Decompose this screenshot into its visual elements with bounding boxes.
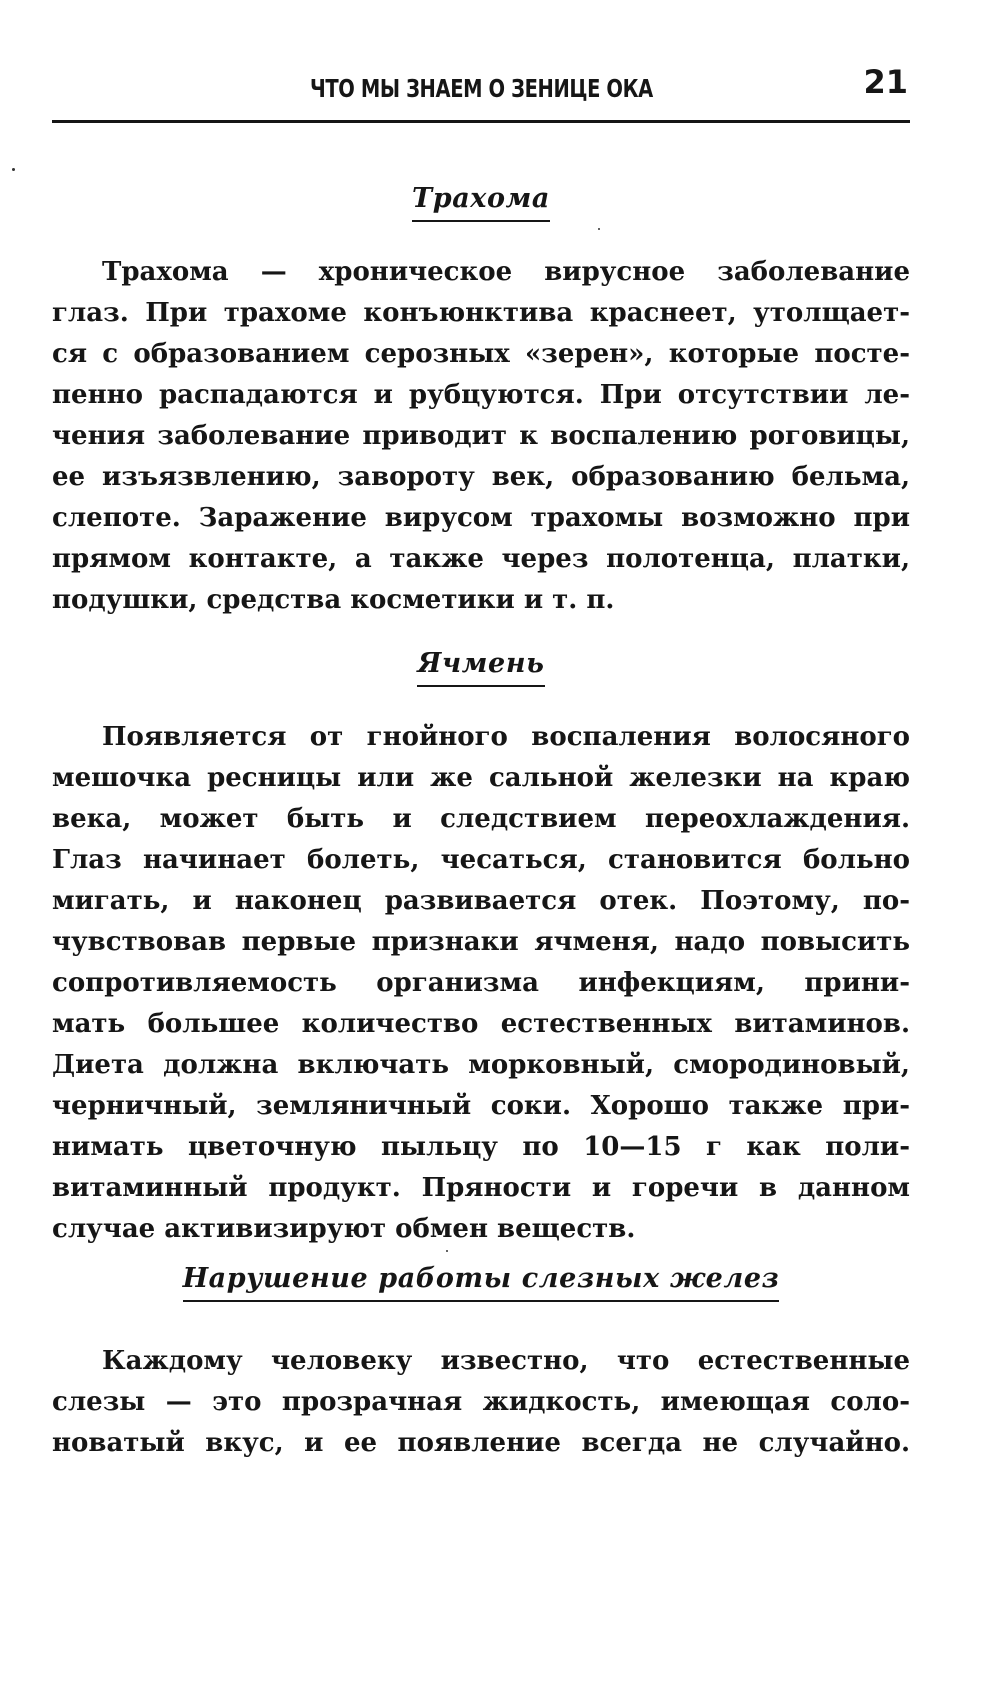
text-line: Глаз начинает болеть, чесаться, становится больно bbox=[52, 845, 910, 875]
text-line: Появляется от гнойного воспаления волосяного bbox=[102, 722, 910, 752]
text-line: Каждому человеку известно, что естественные bbox=[102, 1346, 910, 1376]
running-title: ЧТО МЫ ЗНАЕМ О ЗЕНИЦЕ ОКА bbox=[310, 74, 653, 103]
section-heading-tear-glands bbox=[52, 1263, 910, 1302]
text-line: пенно распадаются и рубцуются. При отсутствии ле- bbox=[52, 380, 910, 410]
section-heading-text: Трахома bbox=[412, 183, 550, 222]
text-line: чения заболевание приводит к воспалению роговицы, bbox=[52, 421, 910, 451]
text-line: слезы — это прозрачная жидкость, имеющая соло- bbox=[52, 1387, 910, 1417]
text-line: мать большее количество естественных витаминов. bbox=[52, 1009, 910, 1039]
print-speck bbox=[598, 228, 600, 230]
paragraph-trachoma bbox=[52, 252, 910, 621]
section-heading-text: Нарушение работы слезных желез bbox=[183, 1263, 780, 1302]
section-heading-trachoma bbox=[52, 183, 910, 222]
paragraph-tear-glands bbox=[52, 1341, 910, 1464]
paragraph-stye bbox=[52, 717, 910, 1250]
section-heading-text: Ячмень bbox=[417, 648, 544, 687]
text-line: века, может быть и следствием переохлаждения. bbox=[52, 804, 910, 834]
text-line: Диета должна включать морковный, смородиновый, bbox=[52, 1050, 910, 1080]
print-speck bbox=[12, 168, 15, 171]
page-number: 21 bbox=[863, 63, 908, 101]
text-line: мигать, и наконец развивается отек. Поэтому, по- bbox=[52, 886, 910, 916]
text-line: прямом контакте, а также через полотенца, платки, bbox=[52, 544, 910, 574]
running-header bbox=[52, 58, 910, 123]
text-line: Трахома — хроническое вирусное заболевание bbox=[102, 257, 910, 287]
section-heading-stye bbox=[52, 648, 910, 687]
text-line: случае активизируют обмен веществ. bbox=[52, 1214, 636, 1244]
text-line: нимать цветочную пыльцу по 10—15 г как поли- bbox=[52, 1132, 910, 1162]
print-speck bbox=[446, 1250, 448, 1252]
text-line: слепоте. Заражение вирусом трахомы возможно при bbox=[52, 503, 910, 533]
text-line: ся с образованием серозных «зерен», которые посте- bbox=[52, 339, 910, 369]
text-line: мешочка ресницы или же сальной железки на краю bbox=[52, 763, 910, 793]
text-line: витаминный продукт. Пряности и горечи в данном bbox=[52, 1173, 910, 1203]
text-line: ее изъязвлению, завороту век, образованию бельма, bbox=[52, 462, 910, 492]
text-line: чувствовав первые признаки ячменя, надо повысить bbox=[52, 927, 910, 957]
text-line: подушки, средства косметики и т. п. bbox=[52, 585, 615, 615]
text-line: сопротивляемость организма инфекциям, прини- bbox=[52, 968, 910, 998]
text-line: черничный, земляничный соки. Хорошо также при- bbox=[52, 1091, 910, 1121]
text-line: глаз. При трахоме конъюнктива краснеет, утолщает- bbox=[52, 298, 910, 328]
text-line: новатый вкус, и ее появление всегда не случайно. bbox=[52, 1428, 910, 1458]
